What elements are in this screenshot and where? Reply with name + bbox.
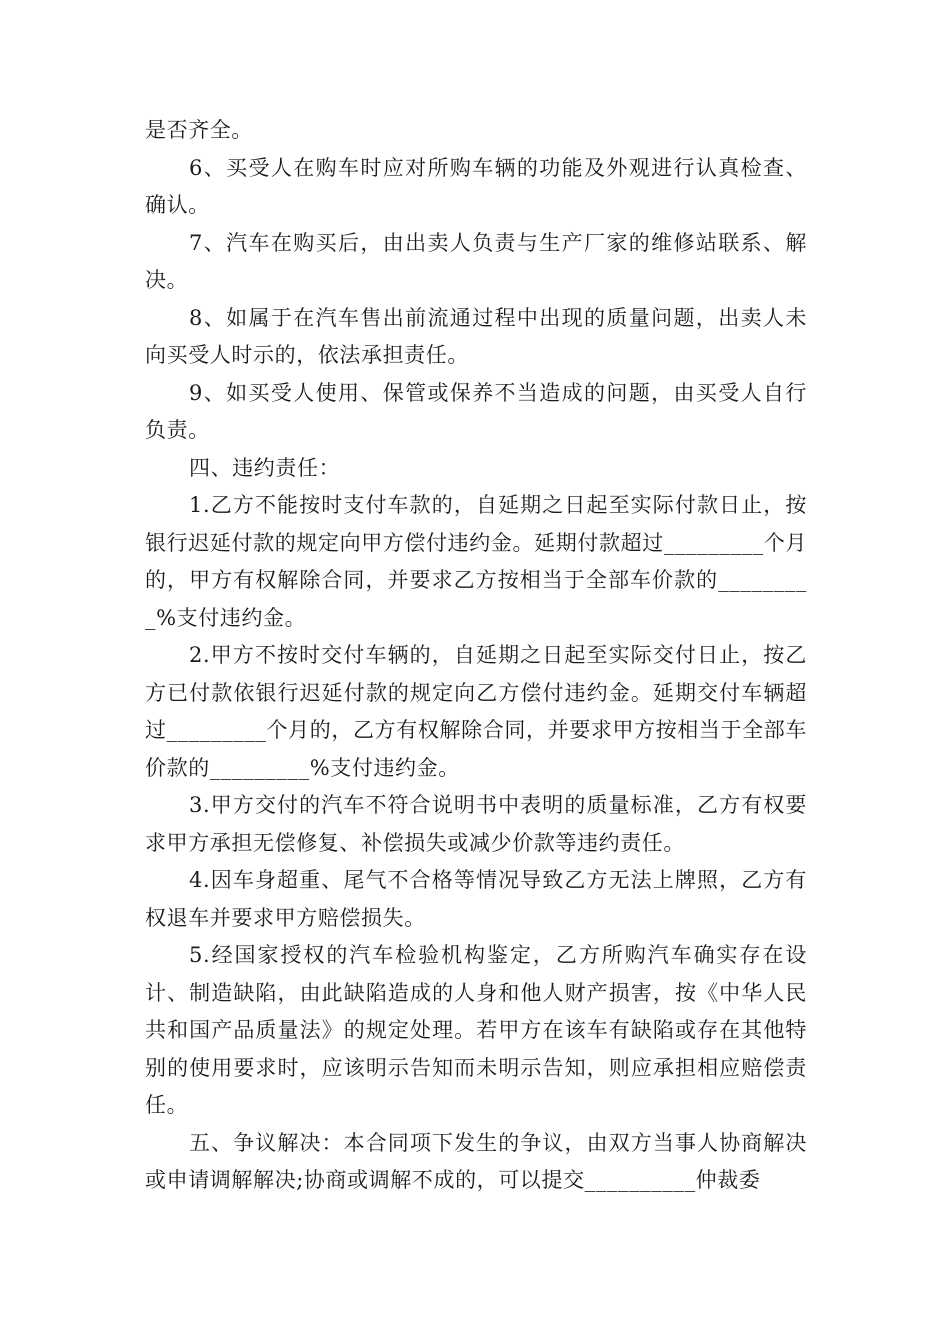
paragraph-clause-7: 7、汽车在购买后，由出卖人负责与生产厂家的维修站联系、解决。	[145, 230, 807, 292]
document-body	[145, 112, 807, 1200]
paragraph-liability-4: 4.因车身超重、尾气不合格等情况导致乙方无法上牌照，乙方有权退车并要求甲方赔偿损失。	[145, 868, 807, 930]
section-heading-liability: 四、违约责任：	[189, 455, 341, 480]
paragraph-liability-3: 3.甲方交付的汽车不符合说明书中表明的质量标准，乙方有权要求甲方承担无偿修复、补偿损失或减少价款等违约责任。	[145, 793, 807, 855]
paragraph-clause-8: 8、如属于在汽车售出前流通过程中出现的质量问题，出卖人未向买受人时示的，依法承担责任。	[145, 305, 807, 367]
paragraph-continuation: 是否齐全。	[145, 118, 253, 142]
paragraph-liability-5: 5.经国家授权的汽车检验机构鉴定，乙方所购汽车确实存在设计、制造缺陷，由此缺陷造成的人身和他人财产损害，按《中华人民共和国产品质量法》的规定处理。若甲方在该车有缺陷或存在其他特别的使用要求时，应该明示告知而未明示告知，则应承担相应赔偿责任。	[145, 943, 807, 1117]
paragraph-liability-2: 2.甲方不按时交付车辆的，自延期之日起至实际交付日止，按乙方已付款依银行迟延付款的规定向乙方偿付违约金。延期交付车辆超过_________个月的，乙方有权解除合同，并要求甲方按相当于全部车价款的_________%支付违约金。	[145, 643, 807, 780]
section-dispute-resolution: 五、争议解决：本合同项下发生的争议，由双方当事人协商解决或申请调解解决;协商或调解不成的，可以提交__________仲裁委	[145, 1130, 807, 1192]
paragraph-liability-1: 1.乙方不能按时支付车款的，自延期之日起至实际付款日止，按银行迟延付款的规定向甲方偿付违约金。延期付款超过_________个月的，甲方有权解除合同，并要求乙方按相当于全部车价款的_________%支付违约金。	[145, 493, 807, 630]
paragraph-clause-9: 9、如买受人使用、保管或保养不当造成的问题，由买受人自行负责。	[145, 380, 807, 442]
paragraph-clause-6: 6、买受人在购车时应对所购车辆的功能及外观进行认真检查、确认。	[145, 155, 807, 217]
